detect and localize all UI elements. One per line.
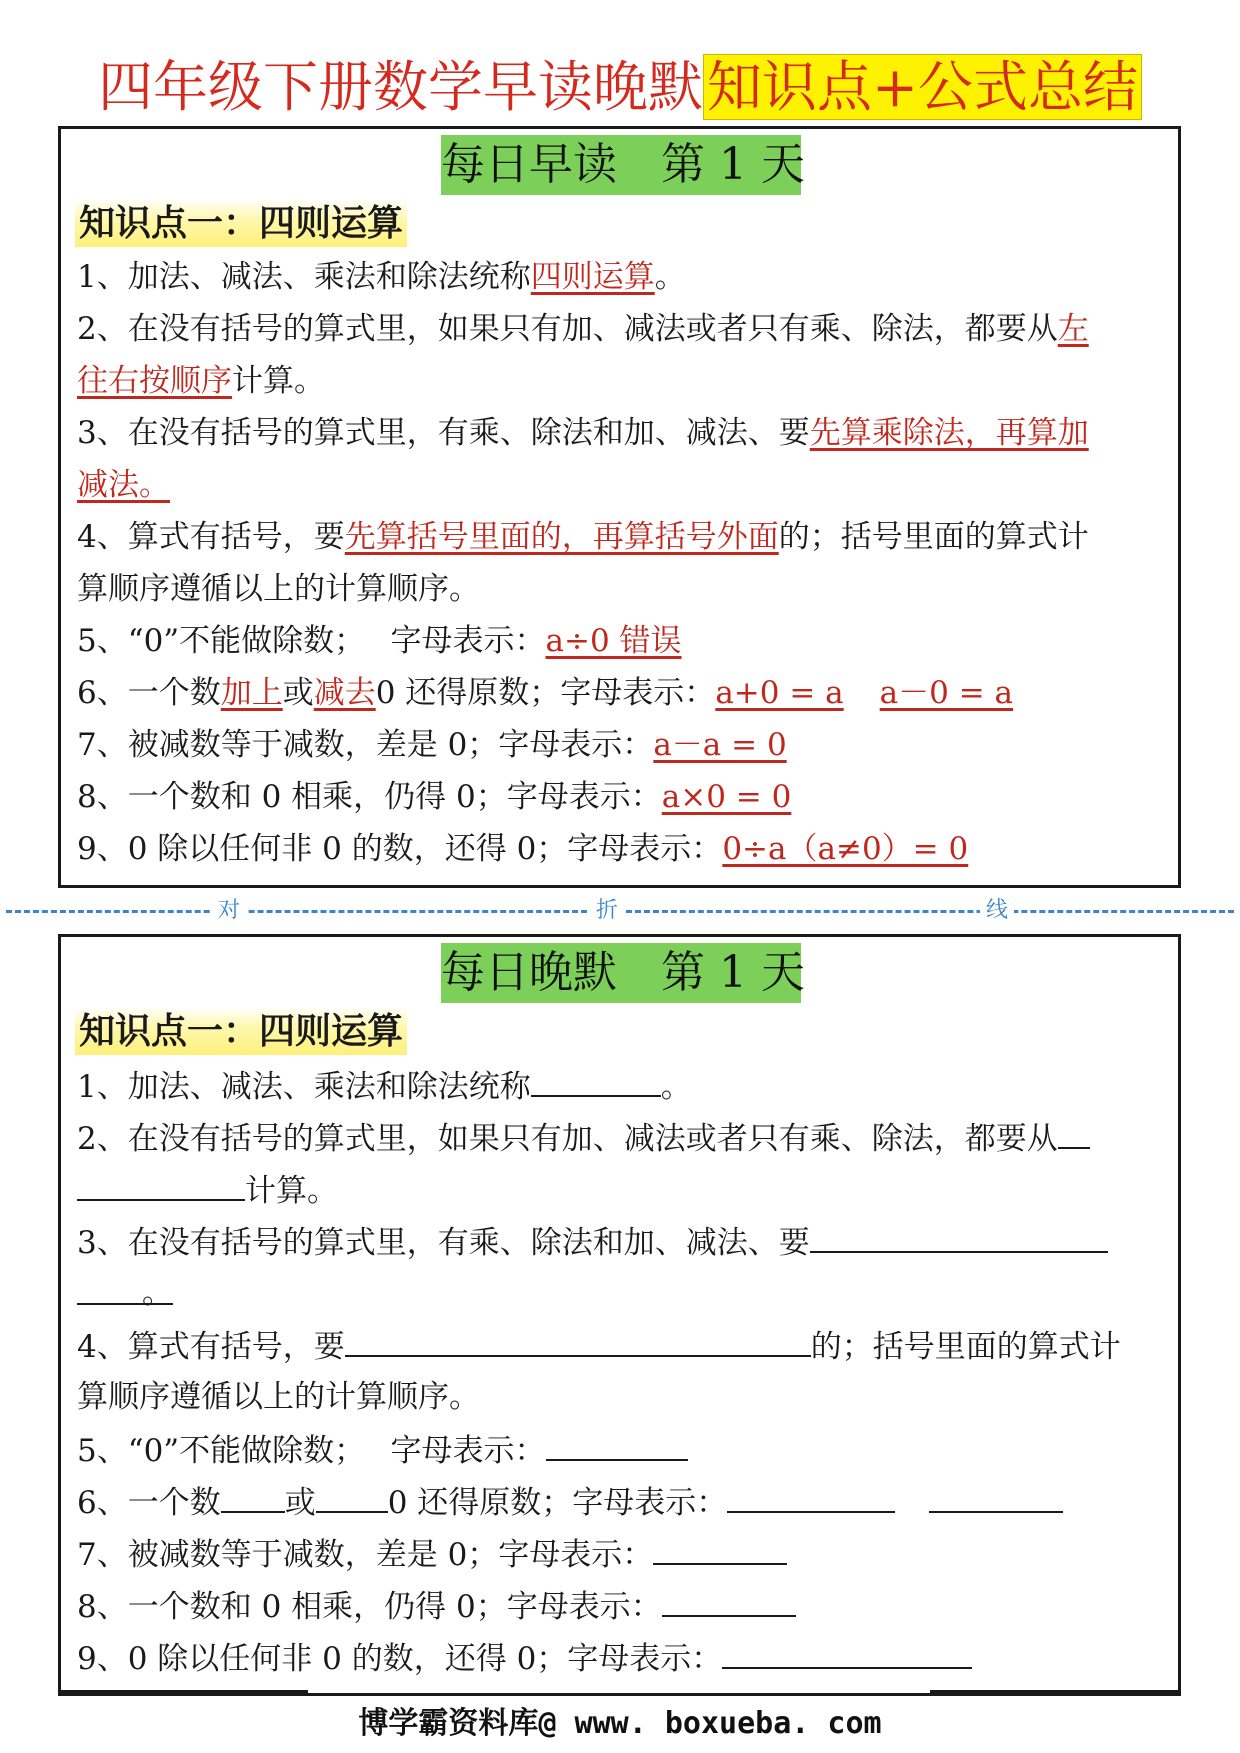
morning-l1-answer: 四则运算 xyxy=(530,259,655,295)
evening-l2-end: 计算。 xyxy=(245,1173,338,1209)
evening-l8-text: 8、一个数和 0 相乘，仍得 0；字母表示： xyxy=(77,1589,662,1625)
morning-l3-answer-2: 减法。 xyxy=(77,467,170,503)
morning-l5-text: 5、“0”不能做除数； 字母表示： xyxy=(77,623,546,659)
morning-l7-answer: a－a = 0 xyxy=(653,727,787,763)
evening-day-heading: 每日晚默 第 1 天 xyxy=(441,943,801,1003)
morning-line-7 xyxy=(77,719,1167,771)
footer xyxy=(0,1690,1240,1746)
morning-l6-answer-2: 减去 xyxy=(313,675,376,711)
evening-line-2 xyxy=(77,1111,1167,1163)
morning-l4-text: 4、算式有括号，要 xyxy=(77,519,345,555)
morning-l1-end: 。 xyxy=(654,259,686,295)
evening-l3-text: 3、在没有括号的算式里，有乘、除法和加、减法、要 xyxy=(77,1225,810,1261)
title-highlight: 知识点+公式总结 xyxy=(703,54,1142,120)
morning-l4-answer: 先算括号里面的，再算括号外面 xyxy=(344,519,779,555)
morning-l9-text: 9、0 除以任何非 0 的数，还得 0；字母表示： xyxy=(77,831,723,867)
evening-l9-blank[interactable] xyxy=(722,1631,972,1669)
morning-l9-answer: 0÷a（a≠0）= 0 xyxy=(722,831,969,867)
morning-line-8 xyxy=(77,771,1167,823)
evening-line-2b xyxy=(77,1163,1167,1215)
morning-line-2b xyxy=(77,355,1167,407)
evening-line-7 xyxy=(77,1527,1167,1579)
morning-l4-end: 的；括号里面的算式计 xyxy=(778,519,1089,555)
evening-line-5 xyxy=(77,1423,1167,1475)
footer-rule-left xyxy=(58,1690,308,1693)
footer-watermark: 博学霸资料库@ www. boxueba. com xyxy=(358,1706,882,1741)
fold-label-2: 折 xyxy=(590,898,624,924)
morning-l7-text: 7、被减数等于减数，差是 0；字母表示： xyxy=(77,727,654,763)
evening-l6-blank-2[interactable] xyxy=(316,1475,388,1513)
evening-line-8 xyxy=(77,1579,1167,1631)
morning-line-5 xyxy=(77,615,1167,667)
morning-l6-answer-1: 加上 xyxy=(220,675,283,711)
evening-l5-text: 5、“0”不能做除数； 字母表示： xyxy=(77,1433,546,1469)
evening-section-heading: 知识点一：四则运算 xyxy=(75,1007,407,1055)
morning-line-2 xyxy=(77,303,1167,355)
morning-line-4 xyxy=(77,511,1167,563)
morning-l8-answer: a×0 = 0 xyxy=(661,779,792,815)
morning-l1-text: 1、加法、减法、乘法和除法统称 xyxy=(77,259,531,295)
morning-l2-text: 2、在没有括号的算式里，如果只有加、减法或者只有乘、除法，都要从 xyxy=(77,311,1058,347)
evening-line-4 xyxy=(77,1319,1167,1371)
evening-l2-text: 2、在没有括号的算式里，如果只有加、减法或者只有乘、除法，都要从 xyxy=(77,1121,1058,1157)
evening-l6-blank-3[interactable] xyxy=(727,1475,895,1513)
morning-l5-answer: a÷0 错误 xyxy=(545,623,682,659)
evening-l2-blank-2[interactable] xyxy=(77,1163,245,1201)
evening-l1-end: 。 xyxy=(660,1069,692,1105)
morning-l6-text: 6、一个数 xyxy=(77,675,221,711)
fold-line xyxy=(0,898,1240,924)
morning-line-3 xyxy=(77,407,1167,459)
morning-line-3b xyxy=(77,459,1167,511)
evening-line-1 xyxy=(77,1059,1167,1111)
evening-l6-or: 或 xyxy=(284,1485,316,1521)
evening-l1-blank[interactable] xyxy=(531,1059,661,1097)
evening-l9-text: 9、0 除以任何非 0 的数，还得 0；字母表示： xyxy=(77,1641,723,1677)
morning-l3-answer-1: 先算乘除法，再算加 xyxy=(809,415,1089,451)
evening-l3-blank-1[interactable] xyxy=(810,1215,1108,1253)
morning-l2-answer-2: 往右按顺序 xyxy=(77,363,232,399)
evening-l2-blank-1[interactable] xyxy=(1058,1111,1090,1149)
evening-line-4b xyxy=(77,1371,1167,1423)
evening-recitation-box xyxy=(58,934,1181,1696)
morning-l6-or: 或 xyxy=(282,675,314,711)
morning-line-4b xyxy=(77,563,1167,615)
morning-l8-text: 8、一个数和 0 相乘，仍得 0；字母表示： xyxy=(77,779,662,815)
morning-line-9 xyxy=(77,823,1167,875)
morning-day-heading: 每日早读 第 1 天 xyxy=(441,135,801,195)
evening-l3-end: 。 xyxy=(142,1275,173,1311)
morning-l2-answer-1: 左 xyxy=(1057,311,1089,347)
evening-l7-text: 7、被减数等于减数，差是 0；字母表示： xyxy=(77,1537,654,1573)
evening-l4-cont: 算顺序遵循以上的计算顺序。 xyxy=(77,1379,480,1415)
morning-l4-cont: 算顺序遵循以上的计算顺序。 xyxy=(77,571,480,607)
evening-l8-blank[interactable] xyxy=(662,1579,796,1617)
morning-section-heading: 知识点一：四则运算 xyxy=(75,199,407,247)
evening-l6-blank-4[interactable] xyxy=(929,1475,1063,1513)
evening-l5-blank[interactable] xyxy=(546,1423,688,1461)
evening-l4-text: 4、算式有括号，要 xyxy=(77,1329,345,1365)
evening-l6-text: 6、一个数 xyxy=(77,1485,221,1521)
page-title xyxy=(0,52,1240,128)
footer-rule-right xyxy=(930,1690,1181,1693)
evening-l6-blank-1[interactable] xyxy=(221,1475,285,1513)
morning-content xyxy=(77,251,1167,875)
evening-l4-blank[interactable] xyxy=(345,1319,811,1357)
evening-line-3 xyxy=(77,1215,1167,1267)
evening-l3-blank-2[interactable] xyxy=(77,1267,173,1311)
morning-reading-box xyxy=(58,126,1181,888)
evening-line-3b xyxy=(77,1267,1167,1319)
morning-l6-answer-4: a－0 = a xyxy=(879,675,1014,711)
morning-l6-mid: 0 还得原数；字母表示： xyxy=(375,675,716,711)
evening-l6-mid: 0 还得原数；字母表示： xyxy=(387,1485,728,1521)
evening-l1-text: 1、加法、减法、乘法和除法统称 xyxy=(77,1069,531,1105)
evening-line-6 xyxy=(77,1475,1167,1527)
morning-l6-answer-3: a+0 = a xyxy=(715,675,844,711)
evening-l7-blank[interactable] xyxy=(653,1527,787,1565)
morning-line-6 xyxy=(77,667,1167,719)
title-main: 四年级下册数学早读晚默 xyxy=(97,55,703,119)
morning-l3-text: 3、在没有括号的算式里，有乘、除法和加、减法、要 xyxy=(77,415,810,451)
morning-l2-end: 计算。 xyxy=(232,363,325,399)
morning-line-1 xyxy=(77,251,1167,303)
evening-l4-end: 的；括号里面的算式计 xyxy=(810,1329,1121,1365)
fold-label-1: 对 xyxy=(212,898,246,924)
evening-line-9 xyxy=(77,1631,1167,1683)
fold-label-3: 线 xyxy=(980,898,1014,924)
evening-content xyxy=(77,1059,1167,1683)
